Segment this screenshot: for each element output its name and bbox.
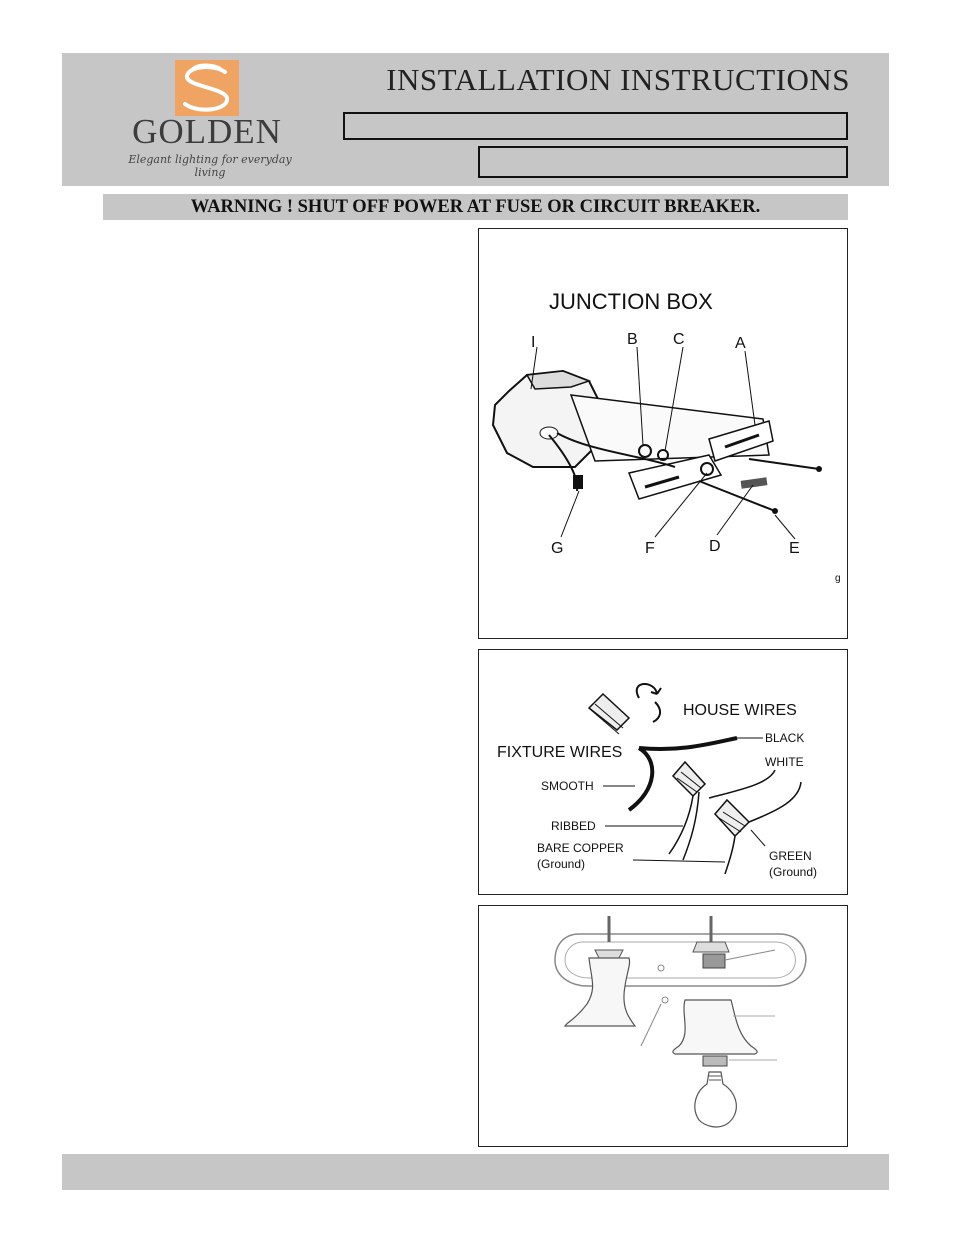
fixture-diagram: [479, 906, 847, 1146]
junction-box-diagram: [479, 229, 847, 638]
house-wires-label: HOUSE WIRES: [683, 702, 797, 719]
figure-title: JUNCTION BOX: [549, 289, 713, 314]
label-b: B: [627, 331, 638, 348]
junction-box-figure: [478, 228, 848, 639]
document-title: INSTALLATION INSTRUCTIONS: [386, 62, 850, 97]
wiring-diagram: [479, 650, 847, 894]
model-field-box: [343, 112, 848, 140]
corner-mark: g: [835, 573, 841, 584]
label-a: A: [735, 335, 746, 352]
fixture-wires-label: FIXTURE WIRES: [497, 744, 623, 761]
fixture-figure: [478, 905, 848, 1147]
wiring-figure: [478, 649, 848, 895]
label-e: E: [789, 540, 800, 557]
bare-copper-label: BARE COPPER: [537, 841, 624, 855]
black-label: BLACK: [765, 731, 805, 745]
wire-nut-icon: [589, 694, 629, 730]
left-shade-icon: [565, 958, 635, 1026]
item-field-box: [478, 146, 848, 178]
ground-label-1: (Ground): [537, 857, 586, 871]
logo-s-mark: [175, 60, 239, 116]
green-label: GREEN: [769, 849, 812, 863]
label-f: F: [645, 540, 655, 557]
s-swoosh-icon: [175, 60, 239, 116]
footer-band: [62, 1154, 889, 1190]
smooth-label: SMOOTH: [541, 779, 594, 793]
glass-shade-icon: [673, 1000, 757, 1054]
warning-banner: WARNING ! SHUT OFF POWER AT FUSE OR CIRCUIT BREAKER.: [103, 194, 848, 220]
brand-tagline: Elegant lighting for everyday living: [128, 153, 292, 179]
white-label: WHITE: [765, 755, 804, 769]
label-c: C: [673, 331, 685, 348]
twist-arrow-icon: [637, 684, 661, 698]
label-d: D: [709, 538, 721, 555]
label-i: I: [531, 334, 536, 351]
ribbed-label: RIBBED: [551, 819, 596, 833]
label-g: G: [551, 540, 564, 557]
ground-label-2: (Ground): [769, 865, 818, 879]
brand-name: GOLDEN: [132, 112, 282, 151]
